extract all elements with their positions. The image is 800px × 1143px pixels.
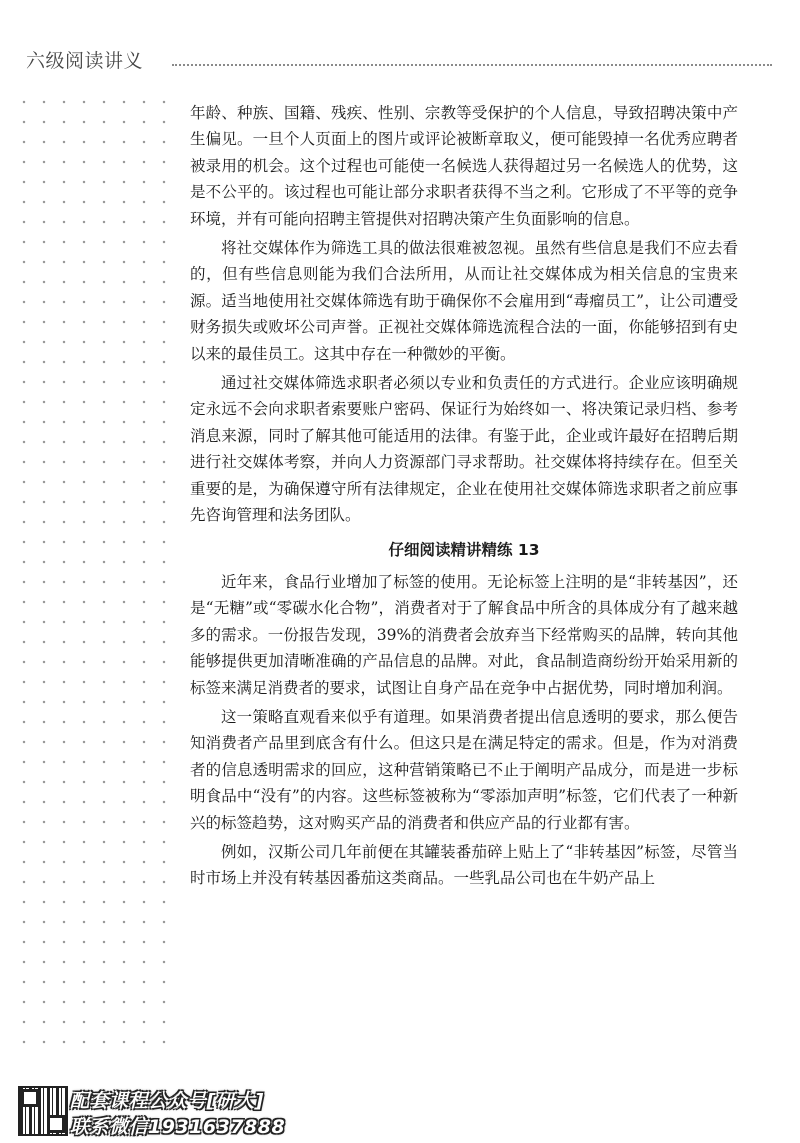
margin-dot-grid: [14, 92, 172, 1052]
header-title: 六级阅读讲义: [26, 50, 144, 72]
qr-code-icon: [18, 1086, 68, 1136]
paragraph-1: 年龄、种族、国籍、残疾、性别、宗教等受保护的个人信息，导致招聘决策中产生偏见。一旦个人页面上的图片或评论被断章取义，便可能毁掉一名优秀应聘者被录用的机会。这个过程也可能使一名候选人获得超过另一名候选人的优势，这是不公平的。该过程也可能让部分求职者获得不当之利。它形成了不平等的竞争环境，并有可能向招聘主管提供对招聘决策产生负面影响的信息。: [190, 104, 738, 228]
body-text: [190, 100, 738, 892]
watermark: [18, 1076, 318, 1138]
watermark-line-1: 配套课程公众号[研大]: [70, 1090, 264, 1112]
page-header: [0, 0, 800, 80]
paragraph-3: 通过社交媒体筛选求职者必须以专业和负责任的方式进行。企业应该明确规定永远不会向求职者索要账户密码、保证行为始终如一、将决策记录归档、参考消息来源，同时了解其他可能适用的法律。有鉴于此，企业或许最好在招聘后期进行社交媒体考察，并向人力资源部门寻求帮助。社交媒体将持续存在。但至关重要的是，为确保遵守所有法律规定，企业在使用社交媒体筛选求职者之前应事先咨询管理和法务团队。: [190, 374, 738, 525]
header-dotted-rule: [172, 64, 772, 66]
paragraph-6: 例如，汉斯公司几年前便在其罐装番茄碎上贴上了“非转基因”标签，尽管当时市场上并没有转基因番茄这类商品。一些乳品公司也在牛奶产品上: [190, 842, 738, 888]
paragraph-5: 这一策略直观看来似乎有道理。如果消费者提出信息透明的要求，那么便告知消费者产品里到底含有什么。但这只是在满足特定的需求。但是，作为对消费者的信息透明需求的回应，这种营销策略已不止于阐明产品成分，而是进一步标明食品中“没有”的内容。这些标签被称为“零添加声明”标签，它们代表了一种新兴的标签趋势，这对购买产品的消费者和供应产品的行业都有害。: [190, 707, 738, 832]
watermark-line-2: 联系微信1931637888: [70, 1116, 286, 1138]
section-title: 仔细阅读精讲精练 13: [388, 540, 540, 559]
paragraph-4: 近年来，食品行业增加了标签的使用。无论标签上注明的是“非转基因”，还是“无糖”或“零碳水化合物”，消费者对于了解食品中所含的具体成分有了越来越多的需求。一份报告发现，39%的消费者会放弃当下经常购买的品牌，转向其他能够提供更加清晰准确的产品信息的品牌。对此，食品制造商纷纷开始采用新的标签来满足消费者的要求，试图让自身产品在竞争中占据优势，同时增加利润。: [190, 572, 738, 697]
paragraph-2: 将社交媒体作为筛选工具的做法很难被忽视。虽然有些信息是我们不应去看的，但有些信息则能为我们合法所用，从而让社交媒体成为相关信息的宝贵来源。适当地使用社交媒体筛选有助于确保你不会雇用到“毒瘤员工”，让公司遭受财务损失或败坏公司声誉。正视社交媒体筛选流程合法的一面，你能够招到有史以来的最佳员工。这其中存在一种微妙的平衡。: [190, 239, 738, 363]
